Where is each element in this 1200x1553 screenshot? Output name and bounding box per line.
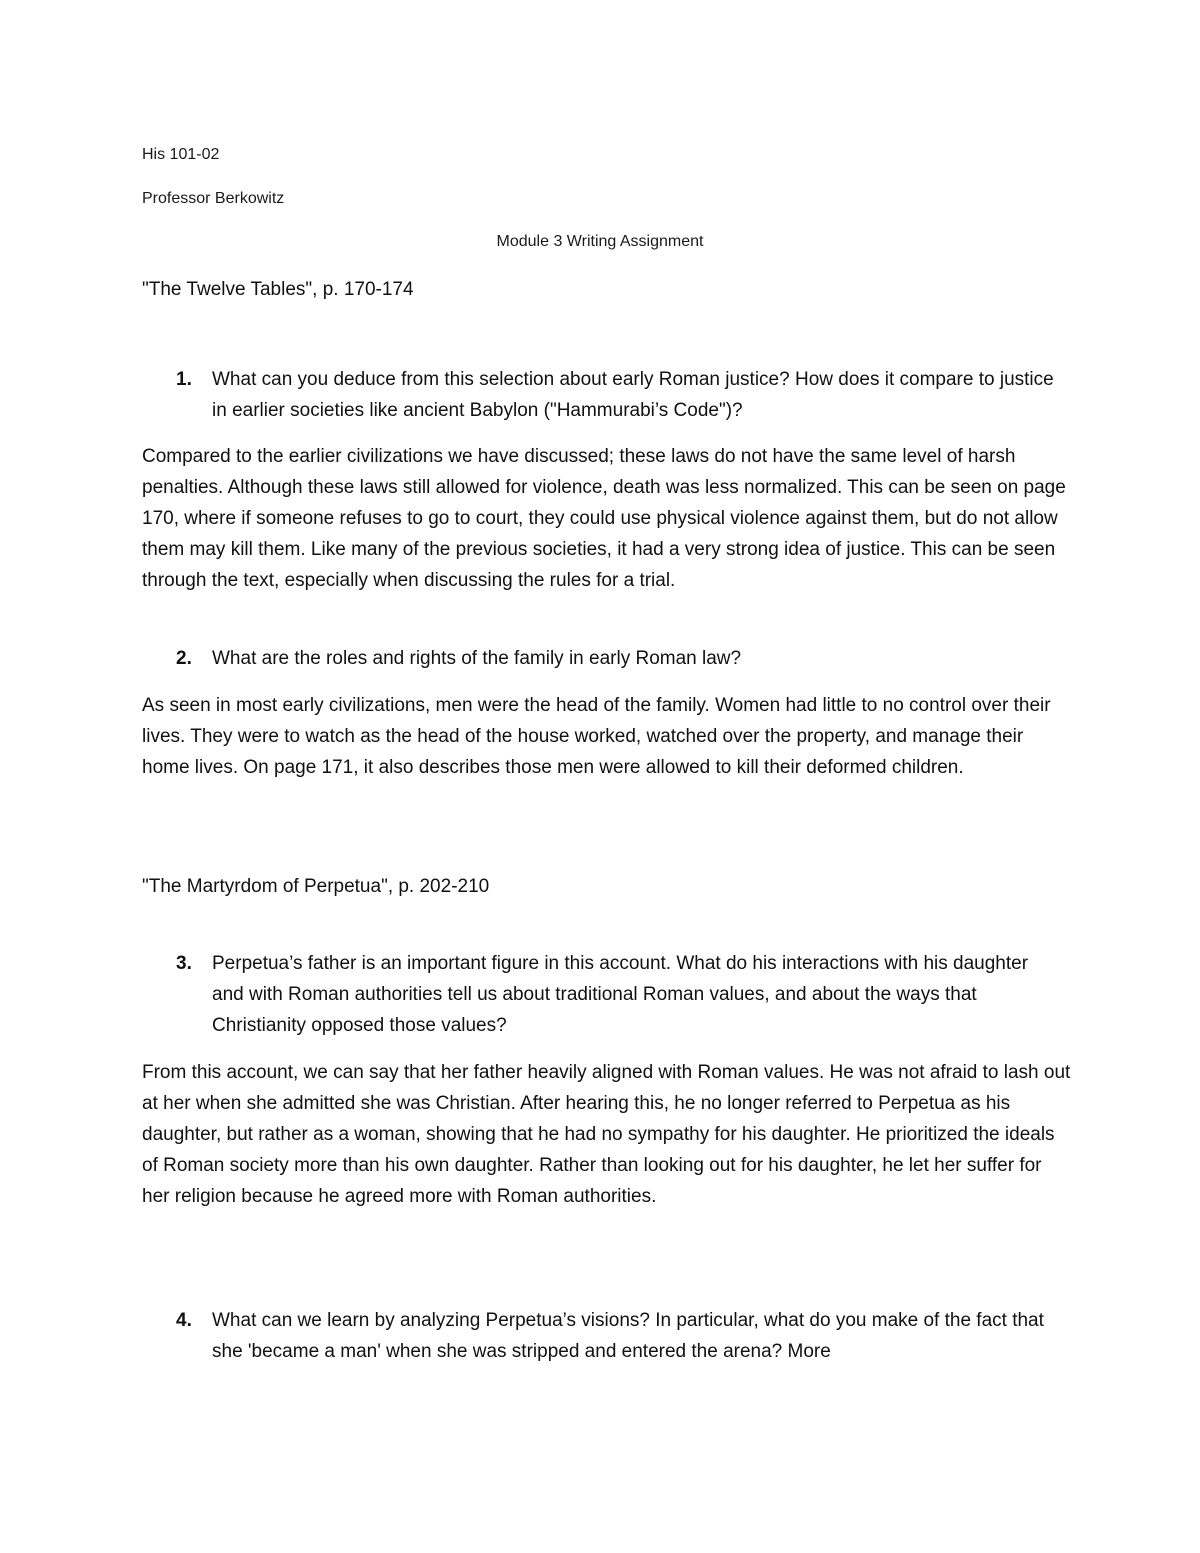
- question-number: 1.: [176, 369, 192, 390]
- question-text: What can we learn by analyzing Perpetua’s visions? In particular, what do you make of the fact that she 'became a man' when she was stripped and entered the arena? More: [212, 1310, 1044, 1362]
- assignment-title: Module 3 Writing Assignment: [496, 233, 704, 250]
- answer-2: As seen in most early civilizations, men were the head of the family. Women had little to no control over their lives. They were to watch as the head of the house worked, watched over the property, and manage their home lives. On page 171, it also describes those men were allowed to kill their deformed children.: [142, 695, 1051, 778]
- question-3: [142, 948, 1062, 1041]
- question-number: 3.: [176, 953, 192, 974]
- question-number: 4.: [176, 1310, 192, 1331]
- answer-1: Compared to the earlier civilizations we have discussed; these laws do not have the same level of harsh penalties. Although these laws still allowed for violence, death was less normalized. This can be seen on page 170, where if someone refuses to go to court, they could use physical violence against them, but do not allow them may kill them. Like many of the previous societies, it had a very strong idea of justice. This can be seen through the text, especially when discussing the rules for a trial.: [142, 446, 1066, 591]
- question-2: [142, 643, 1062, 674]
- section-heading-twelve-tables: "The Twelve Tables", p. 170-174: [142, 279, 414, 300]
- question-1: [142, 364, 1062, 426]
- question-4: [142, 1305, 1062, 1367]
- section-heading-perpetua: "The Martyrdom of Perpetua", p. 202-210: [142, 876, 490, 897]
- professor-name: Professor Berkowitz: [142, 190, 285, 207]
- question-text: What are the roles and rights of the family in early Roman law?: [212, 648, 742, 669]
- question-text: Perpetua’s father is an important figure in this account. What do his interactions with his daughter and with Roman authorities tell us about traditional Roman values, and about the ways that Christianity opposed those values?: [212, 953, 1029, 1036]
- course-code: His 101-02: [142, 146, 220, 163]
- answer-3: From this account, we can say that her father heavily aligned with Roman values. He was not afraid to lash out at her when she admitted she was Christian. After hearing this, he no longer referred to Perpetua as his daughter, but rather as a woman, showing that he had no sympathy for his daughter. He prioritized the ideals of Roman society more than his own daughter. Rather than looking out for his daughter, he let her suffer for her religion because he agreed more with Roman authorities.: [142, 1062, 1071, 1207]
- question-number: 2.: [176, 648, 192, 669]
- question-text: What can you deduce from this selection about early Roman justice? How does it compare to justice in earlier societies like ancient Babylon ("Hammurabi’s Code")?: [212, 369, 1054, 421]
